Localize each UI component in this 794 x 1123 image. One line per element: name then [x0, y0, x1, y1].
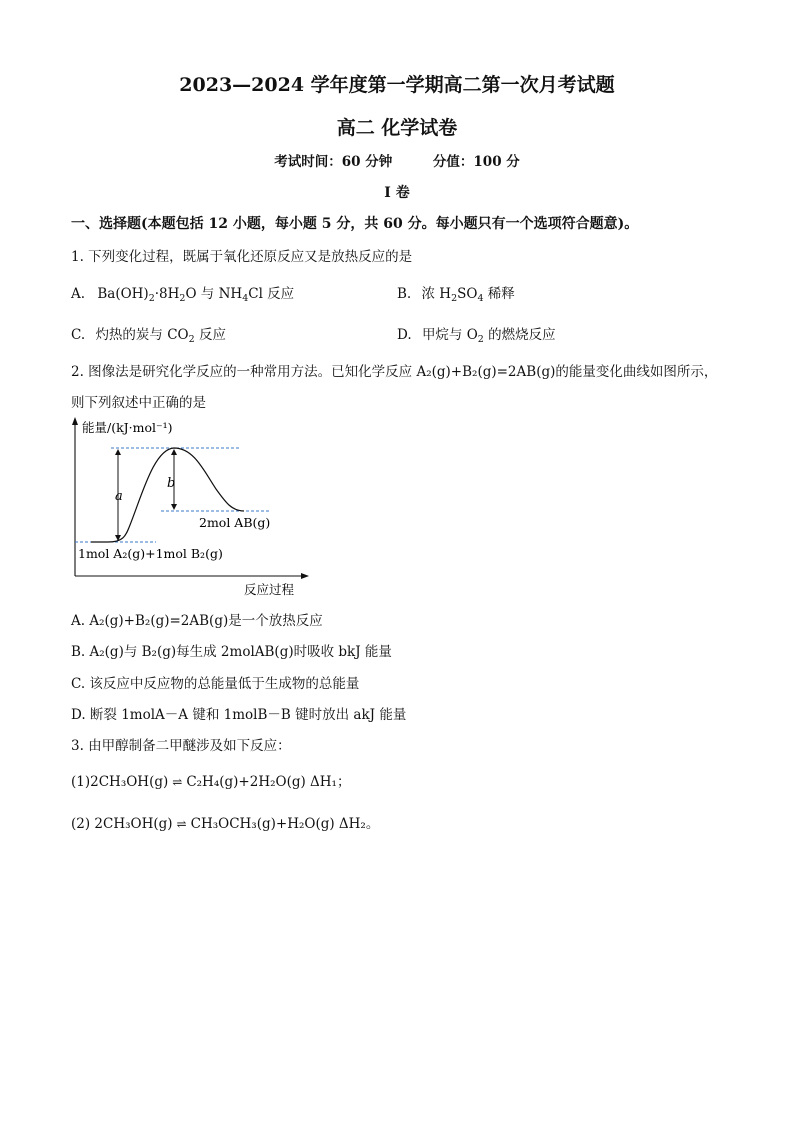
- arrow-b-up-icon: [171, 449, 177, 455]
- option-prefix: D.: [397, 327, 412, 343]
- section-heading: 一、选择题(本题包括 12 小题，每小题 5 分，共 60 分。每小题只有一个选项符合题意)。: [71, 216, 639, 232]
- exam-title: 2023—2024 学年度第一学期高二第一次月考试题: [179, 74, 615, 96]
- reaction-2-left: (2) 2CH₃OH(g): [71, 816, 173, 832]
- reaction-2-right: CH₃OCH₃(g)+H₂O(g) ΔH₂。: [190, 816, 380, 832]
- exam-meta: [0, 150, 794, 170]
- reaction-1-left: (1)2CH₃OH(g): [71, 774, 169, 790]
- q2-option-b: B. A₂(g)与 B₂(g)每生成 2molAB(g)时吸收 bkJ 能量: [71, 644, 392, 660]
- option-text: $Ba(OH)_2\cdot 8H_2O$ 与 $NH_4Cl$ 反应: [97, 286, 295, 304]
- x-axis-arrow-icon: [301, 573, 309, 579]
- q1-option-b: [397, 282, 515, 304]
- option-prefix: B.: [397, 286, 412, 302]
- q3-reaction-1: [71, 770, 350, 790]
- q1-stem: 1. 下列变化过程，既属于氧化还原反应又是放热反应的是: [71, 249, 413, 265]
- label-a: a: [115, 489, 123, 504]
- q2-option-d: D. 断裂 1molA－A 键和 1molB－B 键时放出 akJ 能量: [71, 707, 407, 723]
- q1-option-d: [397, 323, 556, 345]
- reaction-1-right: C₂H₄(g)+2H₂O(g) ΔH₁；: [186, 774, 351, 790]
- q3-reaction-2: [71, 812, 379, 832]
- reactant-label: 1mol A₂(g)+1mol B₂(g): [78, 546, 223, 561]
- equilibrium-arrow-icon: ⇌: [172, 775, 183, 789]
- q2-stem-line1: 2. 图像法是研究化学反应的一种常用方法。已知化学反应 A₂(g)+B₂(g)=2AB(g)的能量变化曲线如图所示，: [71, 364, 718, 380]
- q1-option-a: [71, 282, 294, 304]
- q2-option-c: C. 该反应中反应物的总能量低于生成物的总能量: [71, 676, 360, 692]
- option-prefix: A.: [71, 286, 86, 302]
- option-text: 浓 $H_2SO_4$ 稀释: [421, 286, 515, 304]
- arrow-b-down-icon: [171, 504, 177, 510]
- y-axis-label: 能量/(kJ·mol⁻¹): [82, 420, 173, 435]
- product-label: 2mol AB(g): [199, 515, 271, 530]
- exam-time: 考试时间：60 分钟: [274, 154, 393, 170]
- option-text: 甲烷与 $O_2$ 的燃烧反应: [421, 327, 556, 345]
- y-axis-arrow-icon: [72, 417, 78, 425]
- q3-stem: 3. 由甲醇制备二甲醚涉及如下反应：: [71, 738, 291, 754]
- label-b: b: [167, 476, 176, 491]
- exam-subtitle: 高二 化学试卷: [336, 117, 458, 139]
- q2-stem-line2: 则下列叙述中正确的是: [71, 395, 206, 411]
- q1-option-c: [71, 323, 226, 345]
- arrow-a-up-icon: [115, 449, 121, 455]
- option-prefix: C.: [71, 327, 86, 343]
- energy-diagram: [66, 415, 316, 600]
- exam-score: 分值：100 分: [432, 154, 520, 170]
- volume-label: I 卷: [384, 185, 410, 201]
- equilibrium-arrow-icon: ⇌: [176, 817, 187, 831]
- option-text: 灼热的炭与 $CO_2$ 反应: [95, 327, 226, 345]
- q2-option-a: A. A₂(g)+B₂(g)=2AB(g)是一个放热反应: [71, 613, 323, 629]
- x-axis-label: 反应过程: [244, 582, 295, 597]
